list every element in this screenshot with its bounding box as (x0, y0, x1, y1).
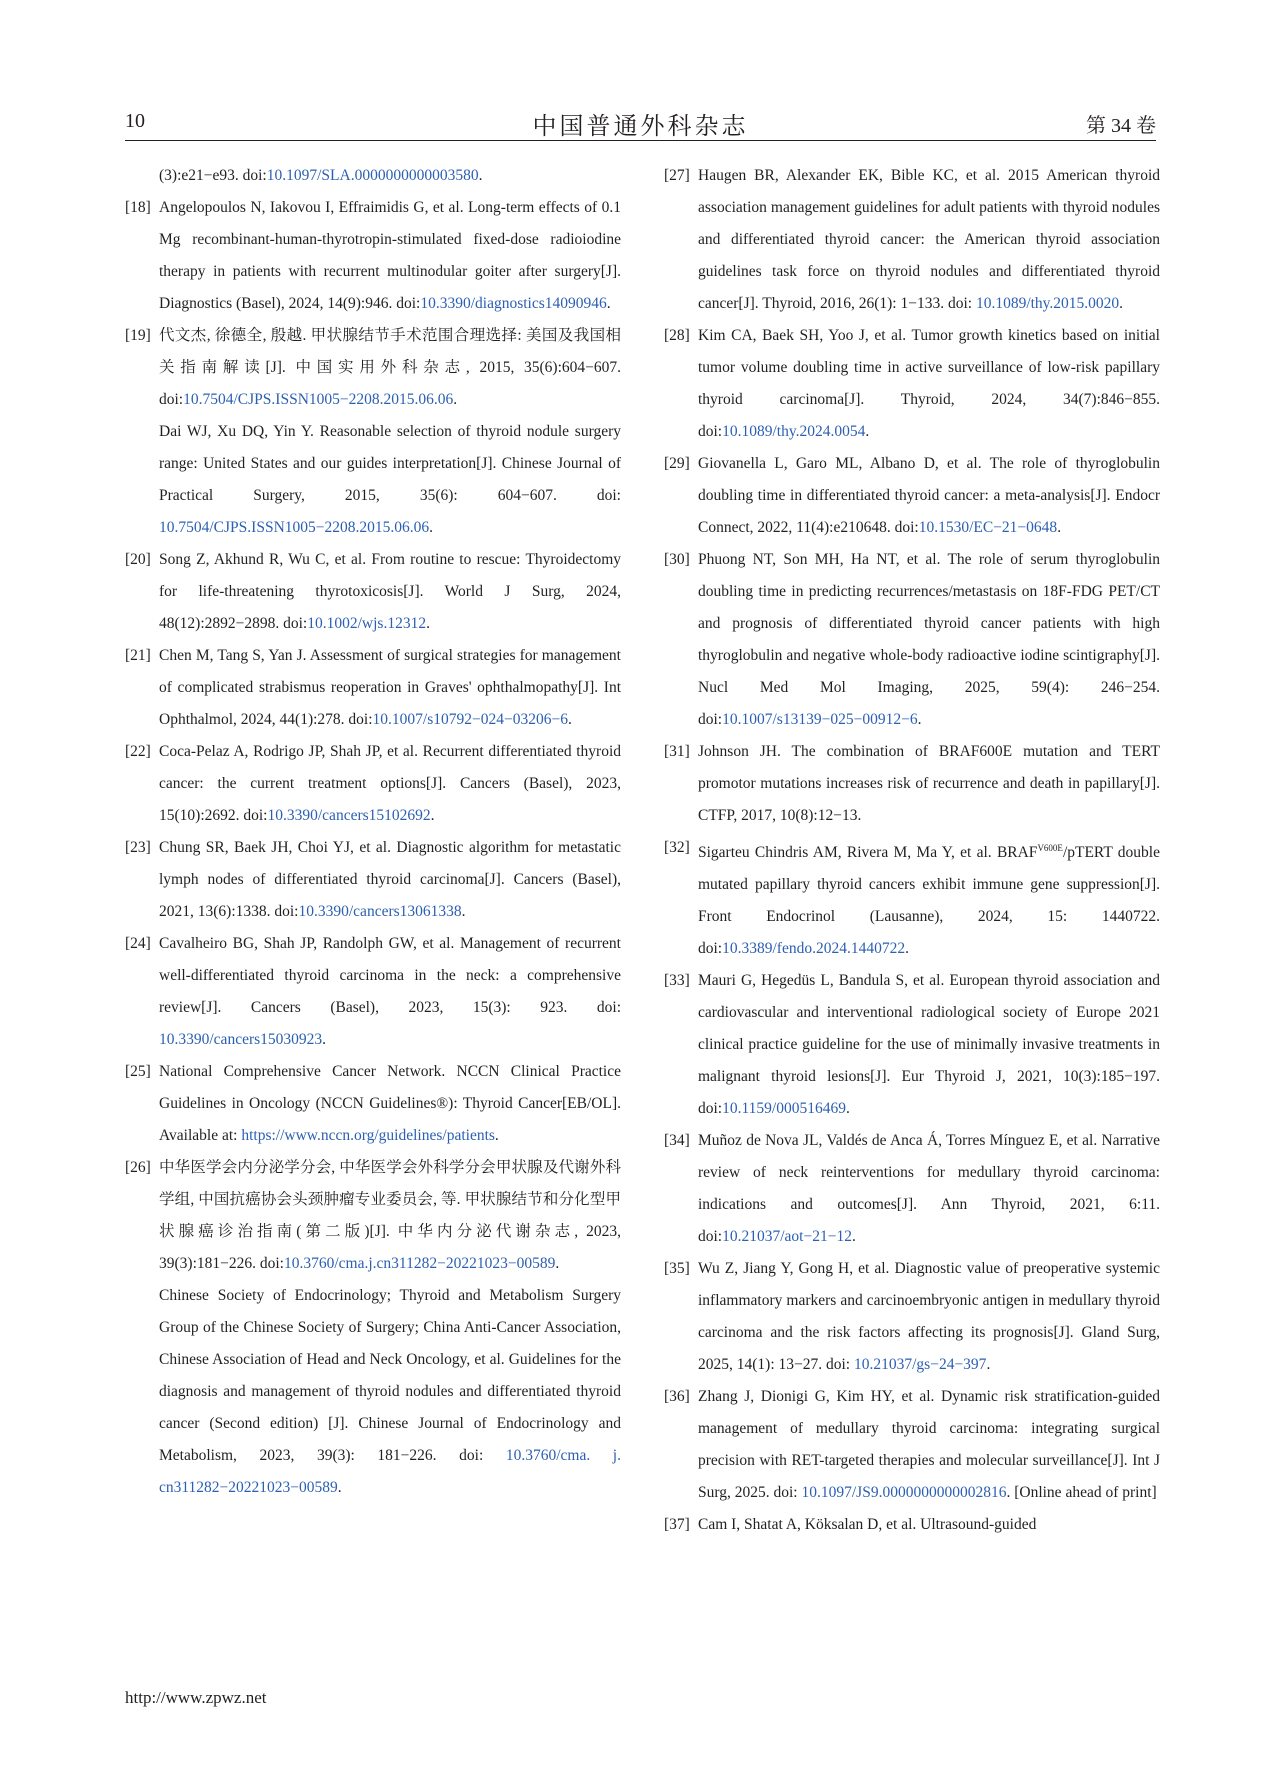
reference-item (125, 832, 621, 928)
reference-item (664, 736, 1160, 832)
reference-text (159, 1152, 621, 1280)
reference-text (698, 1125, 1160, 1253)
reference-item (664, 448, 1160, 544)
reference-tail: . (851, 1228, 856, 1246)
reference-number: [21] (125, 647, 151, 664)
reference-body: (3):e21−e93. doi: (159, 167, 267, 184)
reference-body: Dai WJ, Xu DQ, Yin Y. Reasonable selection of thyroid nodule surgery range: United States and our guides interpretation[J]. Chinese Journal of Practical Surgery, 2015, 35(6): 604−607. doi: (159, 423, 621, 504)
reference-item (664, 1125, 1160, 1253)
doi-link[interactable]: 10.1530/EC−21−0648 (918, 519, 1058, 536)
doi-link[interactable]: 10.1089/thy.2015.0020 (975, 295, 1120, 312)
reference-item (664, 1253, 1160, 1381)
page-header (125, 106, 1156, 141)
doi-link[interactable]: 10.3390/diagnostics14090946 (420, 295, 607, 312)
reference-number: [30] (664, 551, 690, 568)
reference-body: Muñoz de Nova JL, Valdés de Anca Á, Torres Mínguez E, et al. Narrative review of neck reinterventions for medullary thyroid carcinoma: indications and outcomes[J]. Ann Thyroid, 2021, 6:11. doi: (698, 1132, 1160, 1246)
reference-item (125, 320, 621, 416)
reference-item (125, 1056, 621, 1152)
reference-number: [34] (664, 1132, 690, 1150)
reference-text (159, 640, 621, 736)
reference-body: Haugen BR, Alexander EK, Bible KC, et al. 2015 American thyroid association management guidelines for adult patients with thyroid nodules and differentiated thyroid cancer: the American thyroid association guidelines task force on thyroid nodules and differentiated thyroid cancer[J]. Thyroid, 2016, 26(1): 1−133. doi: (698, 167, 1160, 312)
reference-tail: . (453, 391, 458, 408)
reference-item (664, 1381, 1160, 1509)
reference-tail: . (606, 295, 611, 312)
doi-link[interactable]: 10.3760/cma.j.cn311282−20221023−00589 (283, 1255, 556, 1272)
doi-link[interactable]: 10.3389/fendo.2024.1440722 (722, 940, 906, 958)
reference-tail: . (905, 940, 909, 958)
reference-item (664, 965, 1160, 1125)
reference-text (698, 544, 1160, 736)
doi-link[interactable]: 10.1089/thy.2024.0054 (722, 423, 866, 440)
reference-tail: . (865, 423, 870, 440)
reference-text (159, 928, 621, 1056)
reference-number: [35] (664, 1260, 690, 1278)
reference-body: Phuong NT, Son MH, Ha NT, et al. The role of serum thyroglobulin doubling time in predicting recurrences/metastasis on 18F-FDG PET/CT and prognosis of differentiated thyroid cancer patients with high thyroglobulin and negative whole-body radioactive iodine scintigraphy[J]. Nucl Med Mol Imaging, 2025, 59(4): 246−254. doi: (698, 551, 1160, 728)
reference-number: [29] (664, 455, 690, 472)
reference-tail: . (494, 1127, 499, 1144)
reference-item (125, 928, 621, 1056)
reference-text (698, 832, 1160, 965)
reference-tail: . (429, 519, 434, 536)
reference-item (125, 640, 621, 736)
reference-tail: . (568, 711, 572, 728)
reference-number: [22] (125, 743, 151, 760)
doi-link[interactable]: 10.3390/cancers13061338 (298, 903, 462, 920)
reference-tail: . (845, 1100, 850, 1118)
reference-body: Mauri G, Hegedüs L, Bandula S, et al. European thyroid association and cardiovascular and interventional radiological society of Europe 2021 clinical practice guideline for the use of minimally invasive treatments in malignant thyroid lesions[J]. Eur Thyroid J, 2021, 10(3):185−197. doi: (698, 972, 1160, 1118)
reference-body: Johnson JH. The combination of BRAF600E mutation and TERT promotor mutations increases risk of recurrence and death in papillary[J]. CTFP, 2017, 10(8):12−13. (698, 743, 1160, 824)
reference-number: [27] (664, 167, 690, 184)
reference-item (664, 832, 1160, 965)
doi-link[interactable]: 10.1097/SLA.0000000000003580 (266, 167, 479, 184)
reference-body: 中华医学会内分泌学分会, 中华医学会外科学分会甲状腺及代谢外科学组, 中国抗癌协会头颈肿瘤专业委员会, 等. 甲状腺结节和分化型甲状腺癌诊治指南(第二版)[J]. 中华内分泌代谢杂志, 2023, 39(3):181−226. doi: (159, 1159, 621, 1272)
reference-body: Cavalheiro BG, Shah JP, Randolph GW, et al. Management of recurrent well-differentiated thyroid carcinoma in the neck: a comprehensive review[J]. Cancers (Basel), 2023, 15(3): 923. doi: (159, 935, 621, 1016)
reference-number: [36] (664, 1388, 690, 1406)
reference-body: Chinese Society of Endocrinology; Thyroid and Metabolism Surgery Group of the Chinese Society of Surgery; China Anti-Cancer Association, Chinese Association of Head and Neck Oncology, et al. Guidelines for the diagnosis and management of thyroid nodules and differentiated thyroid cancer (Second edition) [J]. Chinese Journal of Endocrinology and Metabolism, 2023, 39(3): 181−226. doi: (159, 1287, 621, 1464)
doi-link[interactable]: 10.3760/cma. j. cn311282−20221023−00589 (159, 1447, 621, 1496)
reference-tail: . (322, 1031, 327, 1048)
footer-url[interactable]: http://www.zpwz.net (125, 1688, 267, 1707)
reference-item (664, 160, 1160, 320)
volume-label: 第 34 卷 (1086, 115, 1156, 137)
reference-text (159, 544, 621, 640)
reference-text (159, 320, 621, 416)
reference-body: Cam I, Shatat A, Köksalan D, et al. Ultrasound-guided (698, 1516, 1037, 1534)
reference-tail: . (1057, 519, 1062, 536)
reference-text (125, 416, 621, 544)
reference-number: [37] (664, 1516, 690, 1534)
reference-body: Zhang J, Dionigi G, Kim HY, et al. Dynamic risk stratification-guided management of medullary thyroid carcinoma: integrating surgical precision with RET-targeted therapies and molecular surveillance[J]. Int J Surg, 2025. doi: (698, 1388, 1160, 1502)
reference-text (698, 1381, 1160, 1509)
reference-body: Kim CA, Baek SH, Yoo J, et al. Tumor growth kinetics based on initial tumor volume doubling time in active surveillance of low-risk papillary thyroid carcinoma[J]. Thyroid, 2024, 34(7):846−855. doi: (698, 327, 1160, 440)
reference-text-pre: Sigarteu Chindris AM, Rivera M, Ma Y, et al. BRAF (698, 844, 1038, 862)
reference-item (125, 1152, 621, 1280)
doi-link[interactable]: https://www.nccn.org/guidelines/patients (241, 1127, 495, 1144)
reference-text (698, 1253, 1160, 1381)
reference-body: /pTERT double mutated papillary thyroid cancers exhibit immune gene suppression[J]. Front Endocrinol (Lausanne), 2024, 15: 1440722. doi: (698, 844, 1160, 958)
reference-text (698, 160, 1160, 320)
reference-tail: . (1119, 295, 1124, 312)
reference-tail: . (461, 903, 466, 920)
reference-text (159, 192, 621, 320)
reference-body: Angelopoulos N, Iakovou I, Effraimidis G, et al. Long-term effects of 0.1 Mg recombinant-human-thyrotropin-stimulated fixed-dose radioiodine therapy in patients with recurrent multinodular goiter after surgery[J]. Diagnostics (Basel), 2024, 14(9):946. doi: (159, 199, 621, 312)
reference-number: [20] (125, 551, 151, 568)
journal-title: 中国普通外科杂志 (532, 112, 749, 140)
reference-number: [18] (125, 199, 151, 216)
reference-body: Chen M, Tang S, Yan J. Assessment of surgical strategies for management of complicated strabismus reoperation in Graves' ophthalmopathy[J]. Int Ophthalmol, 2024, 44(1):278. doi: (159, 647, 621, 728)
reference-body: Coca-Pelaz A, Rodrigo JP, Shah JP, et al. Recurrent differentiated thyroid cancer: the current treatment options[J]. Cancers (Basel), 2023, 15(10):2692. doi: (159, 743, 621, 824)
doi-link[interactable]: 10.1007/s10792−024−03206−6 (372, 711, 568, 728)
doi-link[interactable]: 10.1007/s13139−025−00912−6 (722, 711, 918, 728)
reference-text (159, 736, 621, 832)
reference-item (125, 736, 621, 832)
reference-body: Song Z, Akhund R, Wu C, et al. From routine to rescue: Thyroidectomy for life-threatening thyrotoxicosis[J]. World J Surg, 2024, 48(12):2892−2898. doi: (159, 551, 621, 632)
doi-link[interactable]: 10.7504/CJPS.ISSN1005−2208.2015.06.06 (183, 391, 454, 408)
doi-link[interactable]: 10.3390/cancers15030923 (159, 1031, 323, 1048)
reference-text (159, 832, 621, 928)
reference-number: [33] (664, 972, 690, 990)
reference-tail: . (426, 615, 430, 632)
reference-tail: . (337, 1479, 342, 1496)
doi-link[interactable]: 10.3390/cancers15102692 (267, 807, 431, 824)
reference-number: [23] (125, 839, 151, 856)
reference-item (125, 192, 621, 320)
reference-number: [31] (664, 743, 690, 760)
reference-body: Wu Z, Jiang Y, Gong H, et al. Diagnostic value of preoperative systemic inflammatory markers and carcinoembryonic antigen in medullary thyroid carcinoma and the risk factors affecting its prognosis[J]. Gland Surg, 2025, 14(1): 13−27. doi: (698, 1260, 1160, 1374)
reference-number: [26] (125, 1159, 151, 1176)
reference-text (125, 160, 621, 192)
reference-text (159, 1056, 621, 1152)
reference-body: National Comprehensive Cancer Network. NCCN Clinical Practice Guidelines in Oncology (NCCN Guidelines®): Thyroid Cancer[EB/OL]. Available at: (159, 1063, 621, 1144)
reference-number: [28] (664, 327, 690, 344)
reference-tail: . [Online ahead of print] (1006, 1484, 1157, 1502)
reference-list-left (125, 160, 621, 1504)
reference-body: Giovanella L, Garo ML, Albano D, et al. The role of thyroglobulin doubling time in differentiated thyroid cancer: a meta-analysis[J]. Endocr Connect, 2022, 11(4):e210648. doi: (698, 455, 1160, 536)
reference-tail: . (430, 807, 435, 824)
reference-text (698, 448, 1160, 544)
reference-number: [19] (125, 327, 151, 344)
reference-item (664, 1509, 1160, 1541)
reference-item (125, 544, 621, 640)
doi-link[interactable]: 10.21037/aot−21−12 (722, 1228, 852, 1246)
superscript: V600E (1037, 843, 1063, 853)
reference-item (664, 544, 1160, 736)
reference-text (698, 965, 1160, 1125)
reference-tail: . (986, 1356, 991, 1374)
reference-item (664, 320, 1160, 448)
reference-body: 代文杰, 徐德全, 殷越. 甲状腺结节手术范围合理选择: 美国及我国相关指南解读[J]. 中国实用外科杂志, 2015, 35(6):604−607. doi: (159, 327, 621, 408)
doi-link[interactable]: 10.7504/CJPS.ISSN1005−2208.2015.06.06 (159, 519, 430, 536)
reference-text (698, 320, 1160, 448)
reference-number: [32] (664, 839, 690, 856)
doi-link[interactable]: 10.1097/JS9.0000000000002816 (801, 1484, 1007, 1502)
reference-number: [24] (125, 935, 151, 952)
page-number: 10 (125, 110, 145, 132)
reference-tail: . (917, 711, 922, 728)
doi-link[interactable]: 10.1002/wjs.12312 (307, 615, 427, 632)
reference-list-right (664, 160, 1160, 1541)
reference-text (698, 1509, 1160, 1541)
reference-tail: . (478, 167, 483, 184)
doi-link[interactable]: 10.1159/000516469 (722, 1100, 846, 1118)
reference-text (125, 1280, 621, 1504)
doi-link[interactable]: 10.21037/gs−24−397 (853, 1356, 987, 1374)
reference-tail: . (555, 1255, 560, 1272)
reference-body: Chung SR, Baek JH, Choi YJ, et al. Diagnostic algorithm for metastatic lymph nodes of differentiated thyroid carcinoma[J]. Cancers (Basel), 2021, 13(6):1338. doi: (159, 839, 621, 920)
reference-number: [25] (125, 1063, 151, 1080)
reference-text (698, 736, 1160, 832)
